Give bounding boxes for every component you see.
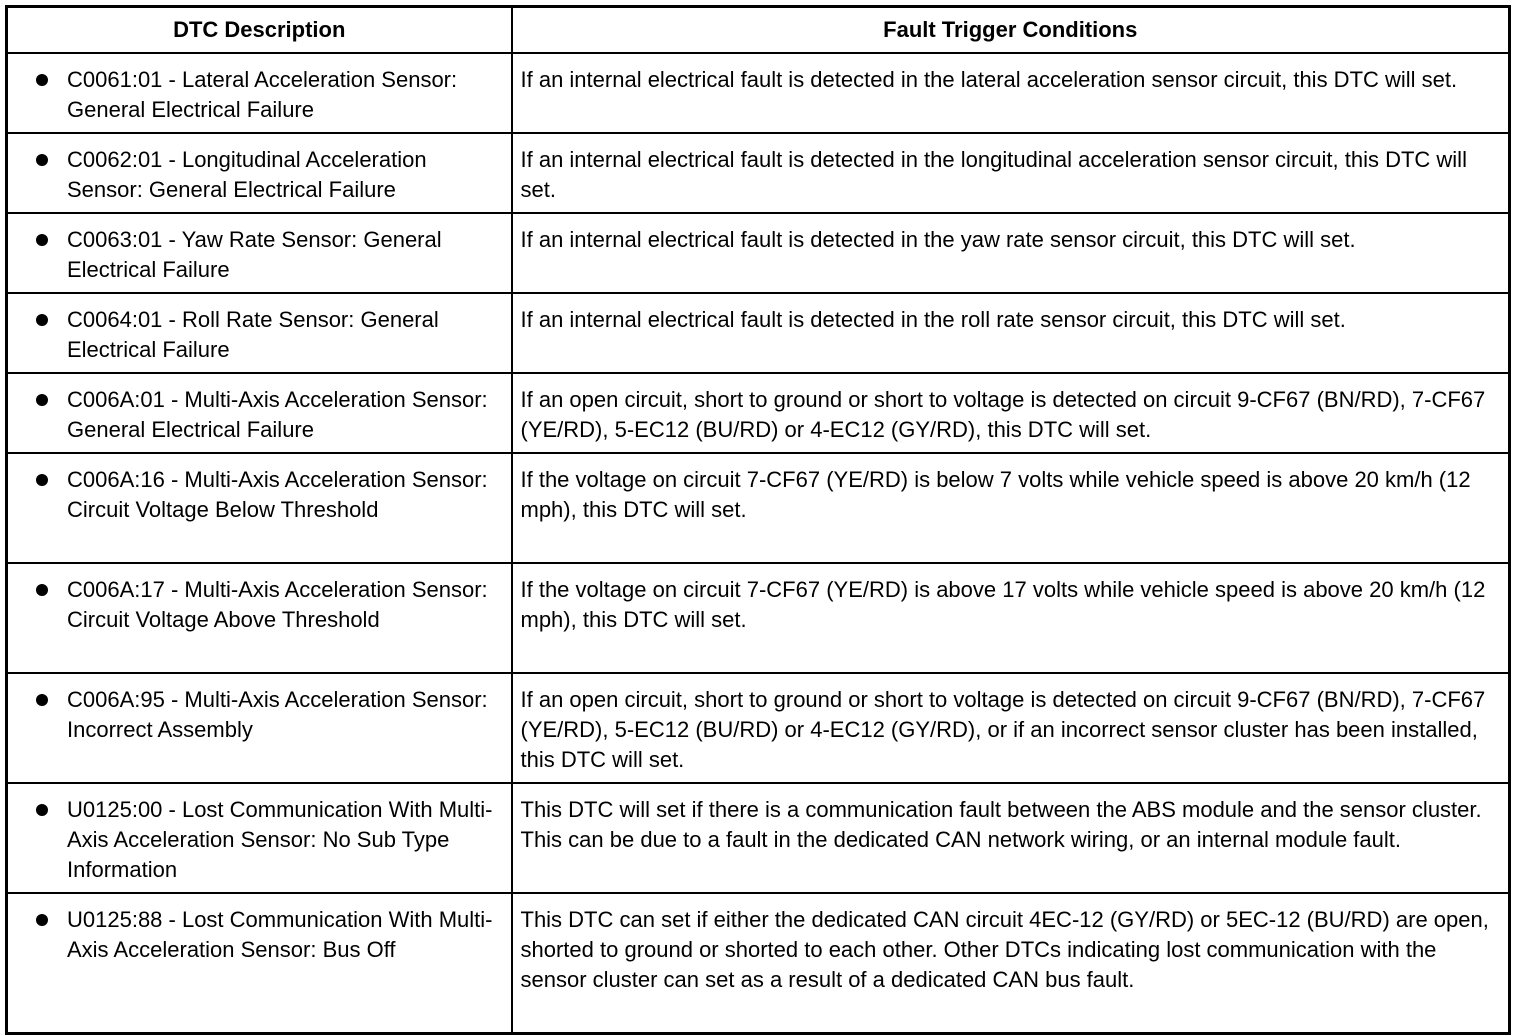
fault-trigger-condition: This DTC will set if there is a communication fault between the ABS module and the sensor cluster. This can be due to a fault in the dedicated CAN network wiring, or an internal module fault. [512,783,1510,893]
table-row [7,673,1510,783]
dtc-description: C006A:17 - Multi-Axis Acceleration Sensor: Circuit Voltage Above Threshold [67,577,488,632]
dtc-description-cell [7,783,512,893]
table-row [7,373,1510,453]
table-row [7,453,1510,563]
fault-trigger-condition: If an internal electrical fault is detected in the lateral acceleration sensor circuit, this DTC will set. [512,53,1510,133]
dtc-description-cell [7,673,512,783]
bullet-icon [36,394,48,406]
table-row [7,293,1510,373]
dtc-description: C0064:01 - Roll Rate Sensor: General Electrical Failure [67,307,439,362]
dtc-description: C006A:95 - Multi-Axis Acceleration Sensor: Incorrect Assembly [67,687,488,742]
bullet-icon [36,154,48,166]
dtc-description: C0063:01 - Yaw Rate Sensor: General Electrical Failure [67,227,442,282]
bullet-icon [36,474,48,486]
bullet-icon [36,804,48,816]
table-row [7,893,1510,1034]
bullet-icon [36,74,48,86]
header-row [7,7,1510,54]
dtc-description-cell [7,293,512,373]
dtc-description: C006A:01 - Multi-Axis Acceleration Sensor: General Electrical Failure [67,387,488,442]
fault-trigger-condition: If an internal electrical fault is detected in the longitudinal acceleration sensor circuit, this DTC will set. [512,133,1510,213]
bullet-icon [36,584,48,596]
dtc-description-cell [7,563,512,673]
dtc-description-cell [7,373,512,453]
dtc-description-cell [7,453,512,563]
dtc-description-cell [7,213,512,293]
header-fault-trigger-conditions: Fault Trigger Conditions [512,7,1510,54]
bullet-icon [36,234,48,246]
table-row [7,213,1510,293]
dtc-description: C0062:01 - Longitudinal Acceleration Sensor: General Electrical Failure [67,147,427,202]
dtc-description: U0125:00 - Lost Communication With Multi-Axis Acceleration Sensor: No Sub Type Information [67,797,493,882]
dtc-description-cell [7,893,512,1034]
dtc-table [5,5,1511,1035]
bullet-icon [36,314,48,326]
dtc-description: C0061:01 - Lateral Acceleration Sensor: General Electrical Failure [67,67,458,122]
dtc-description: U0125:88 - Lost Communication With Multi-Axis Acceleration Sensor: Bus Off [67,907,493,962]
fault-trigger-condition: If the voltage on circuit 7-CF67 (YE/RD) is above 17 volts while vehicle speed is above 20 km/h (12 mph), this DTC will set. [512,563,1510,673]
fault-trigger-condition: If an internal electrical fault is detected in the yaw rate sensor circuit, this DTC will set. [512,213,1510,293]
fault-trigger-condition: If an internal electrical fault is detected in the roll rate sensor circuit, this DTC will set. [512,293,1510,373]
header-dtc-description: DTC Description [7,7,512,54]
bullet-icon [36,694,48,706]
fault-trigger-condition: If an open circuit, short to ground or short to voltage is detected on circuit 9-CF67 (BN/RD), 7-CF67 (YE/RD), 5-EC12 (BU/RD) or 4-EC12 (GY/RD), or if an incorrect sensor cluster has been installed, this DTC will set. [512,673,1510,783]
dtc-description: C006A:16 - Multi-Axis Acceleration Sensor: Circuit Voltage Below Threshold [67,467,488,522]
fault-trigger-condition: This DTC can set if either the dedicated CAN circuit 4EC-12 (GY/RD) or 5EC-12 (BU/RD) are open, shorted to ground or shorted to each other. Other DTCs indicating lost communication with the sensor cluster can set as a result of a dedicated CAN bus fault. [512,893,1510,1034]
table-row [7,563,1510,673]
fault-trigger-condition: If the voltage on circuit 7-CF67 (YE/RD) is below 7 volts while vehicle speed is above 20 km/h (12 mph), this DTC will set. [512,453,1510,563]
table-row [7,133,1510,213]
bullet-icon [36,914,48,926]
dtc-description-cell [7,133,512,213]
fault-trigger-condition: If an open circuit, short to ground or short to voltage is detected on circuit 9-CF67 (BN/RD), 7-CF67 (YE/RD), 5-EC12 (BU/RD) or 4-EC12 (GY/RD), this DTC will set. [512,373,1510,453]
table-row [7,53,1510,133]
dtc-description-cell [7,53,512,133]
table-row [7,783,1510,893]
